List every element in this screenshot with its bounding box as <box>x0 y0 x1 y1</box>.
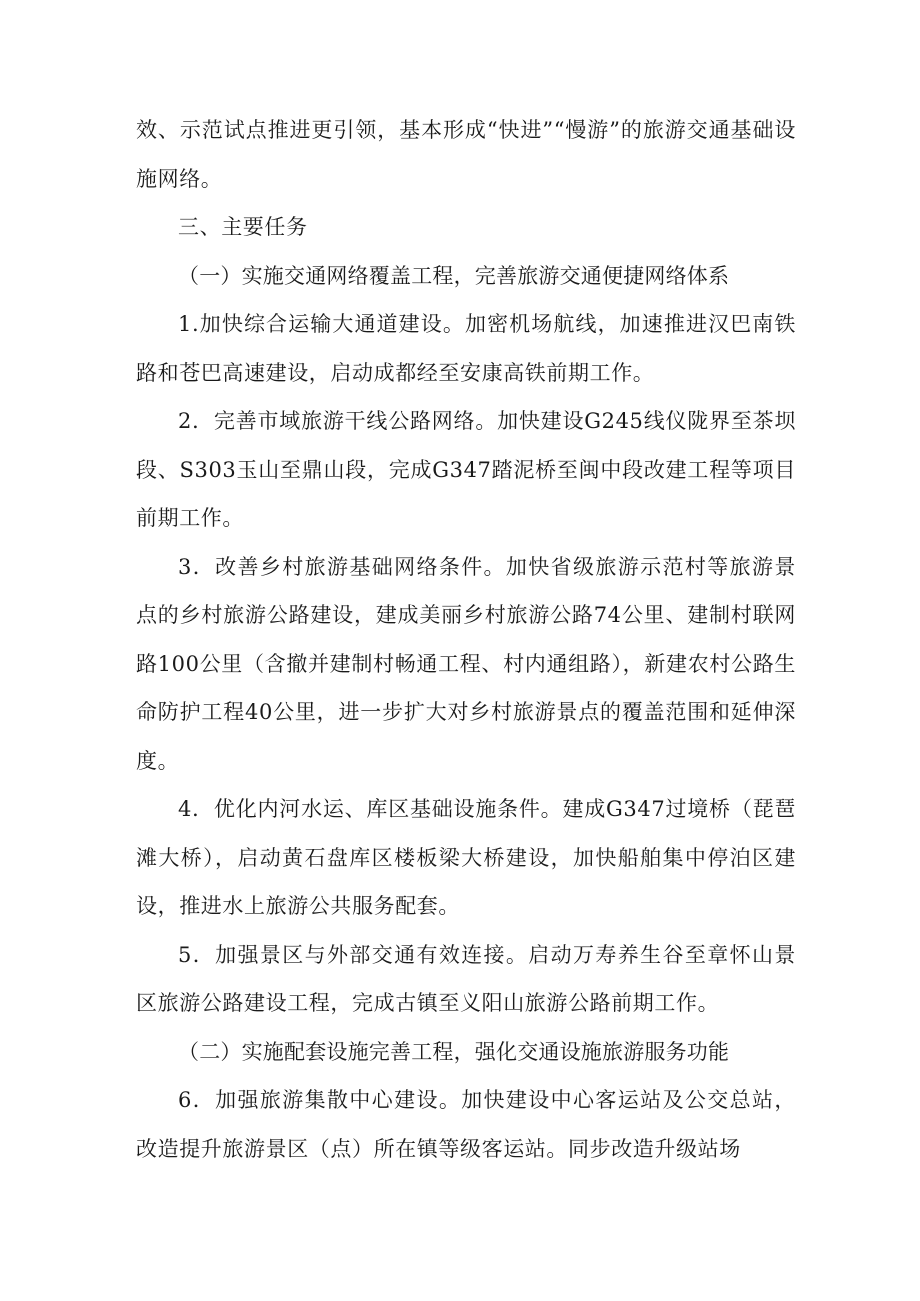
paragraph-item-4: 4．优化内河水运、库区基础设施条件。建成G347过境桥（琵琶滩大桥），启动黄石盘库区楼板梁大桥建设，加快船舶集中停泊区建设，推进水上旅游公共服务配套。 <box>136 797 796 918</box>
paragraph-continuation: 效、示范试点推进更引领，基本形成“快进”“慢游”的旅游交通基础设施网络。 <box>136 118 796 191</box>
subsection-heading-network-coverage: （一）实施交通网络覆盖工程，完善旅游交通便捷网络体系 <box>178 263 730 288</box>
paragraph-item-6: 6．加强旅游集散中心建设。加快建设中心客运站及公交总站，改造提升旅游景区（点）所在镇等级客运站。同步改造升级站场 <box>136 1088 796 1161</box>
section-heading-main-tasks: 三、主要任务 <box>178 215 308 239</box>
document-body <box>136 106 796 1173</box>
paragraph-item-2: 2．完善市域旅游干线公路网络。加快建设G245线仪陇界至茶坝段、S303玉山至鼎山段，完成G347踏泥桥至闽中段改建工程等项目前期工作。 <box>136 409 796 530</box>
paragraph-item-3: 3．改善乡村旅游基础网络条件。加快省级旅游示范村等旅游景点的乡村旅游公路建设，建成美丽乡村旅游公路74公里、建制村联网路100公里（含撤并建制村畅通工程、村内通组路），新建农村公路生命防护工程40公里，进一步扩大对乡村旅游景点的覆盖范围和延伸深度。 <box>136 554 796 773</box>
paragraph-item-5: 5．加强景区与外部交通有效连接。启动万寿养生谷至章怀山景区旅游公路建设工程，完成古镇至义阳山旅游公路前期工作。 <box>136 942 796 1015</box>
paragraph-item-1: 1.加快综合运输大通道建设。加密机场航线，加速推进汉巴南铁路和苍巴高速建设，启动成都经至安康高铁前期工作。 <box>136 312 796 385</box>
subsection-heading-supporting-facilities: （二）实施配套设施完善工程，强化交通设施旅游服务功能 <box>178 1039 730 1064</box>
